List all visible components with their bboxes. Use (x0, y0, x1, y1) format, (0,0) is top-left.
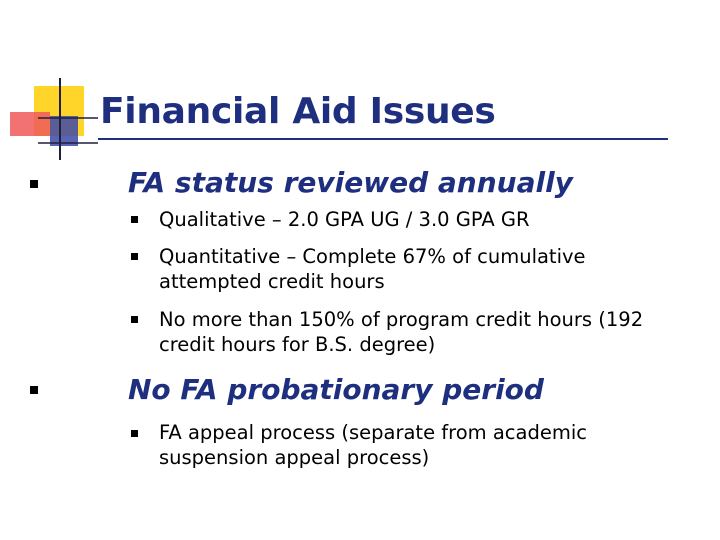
accent-red-bar (10, 112, 50, 136)
bullet-2-text: No FA probationary period (128, 373, 544, 406)
bullet-1-subitem-2: Quantitative – Complete 67% of cumulative attempted credit hours (159, 245, 586, 293)
title-accent-graphic (0, 0, 720, 170)
bullet-marker (30, 386, 38, 394)
bullet-1-subitem-1: Qualitative – 2.0 GPA UG / 3.0 GPA GR (159, 208, 530, 231)
bullet-marker (30, 180, 38, 188)
subbullet-marker (131, 253, 138, 260)
bullet-2-subitem-1: FA appeal process (separate from academic suspension appeal process) (159, 421, 587, 469)
subbullet-marker (131, 316, 138, 323)
subbullet-marker (131, 430, 138, 437)
subbullet-marker (131, 216, 138, 223)
slide-title: Financial Aid Issues (100, 91, 496, 132)
bullet-1-subitem-3: No more than 150% of program credit hours (192 credit hours for B.S. degree) (159, 308, 644, 356)
bullet-1-text: FA status reviewed annually (128, 166, 573, 199)
accent-blue-square (50, 116, 78, 146)
